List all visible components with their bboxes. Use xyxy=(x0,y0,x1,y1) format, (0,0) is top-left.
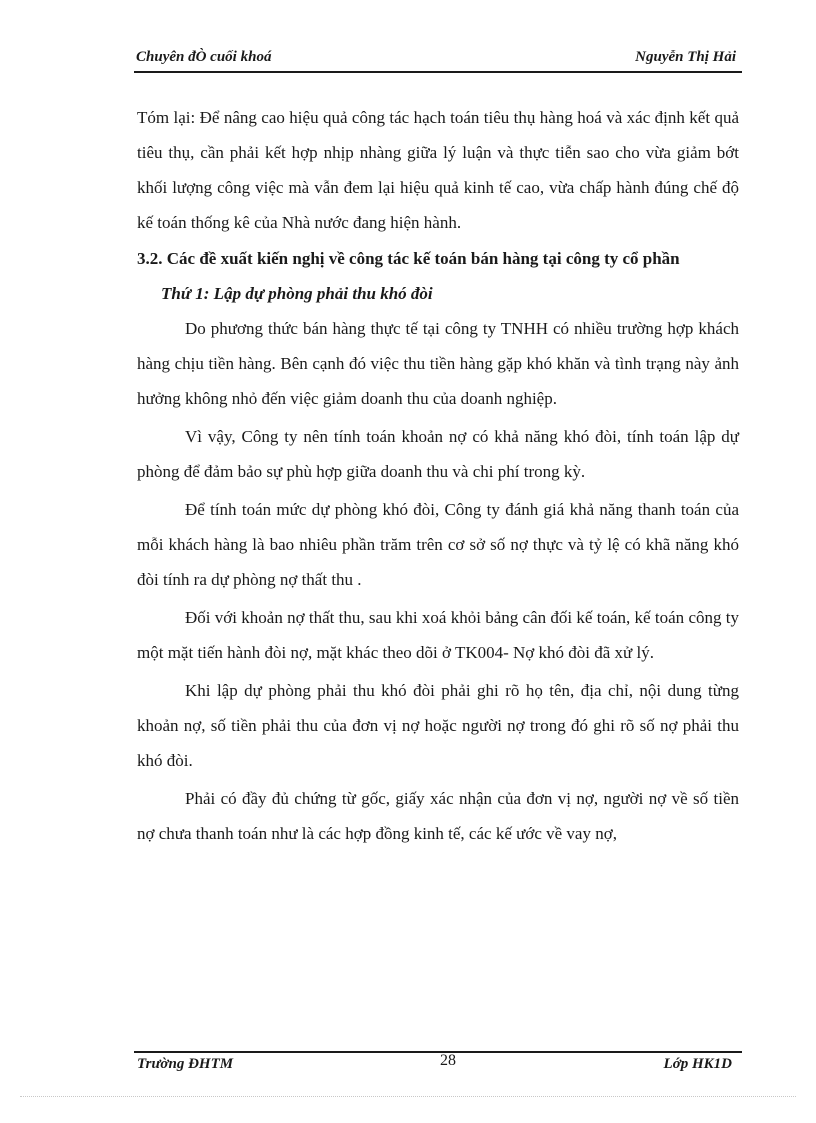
paragraph-sales-method: Do phương thức bán hàng thực tế tại công ty TNHH có nhiều trường hợp khách hàng chịu tiền hàng. Bên cạnh đó việc thu tiền hàng gặp khó khăn và tình trạng này ảnh hưởng không nhỏ đến việc giảm doanh thu của doanh nghiệp. xyxy=(137,319,739,408)
paragraph-summary: Tóm lại: Để nâng cao hiệu quả công tác hạch toán tiêu thụ hàng hoá và xác định kết quả tiêu thụ, cần phải kết hợp nhịp nhàng giữa lý luận và thực tiễn sao cho vừa giảm bớt khối lượng công việc mà vẫn đem lại hiệu quả kinh tế cao, vừa chấp hành đúng chế độ kế toán thống kê của Nhà nước đang hiện hành. xyxy=(137,108,739,232)
footer-school: Trường ĐHTM xyxy=(137,1056,234,1072)
footer-divider xyxy=(134,1051,742,1053)
paragraph-therefore: Vì vậy, Công ty nên tính toán khoản nợ có khả năng khó đòi, tính toán lập dự phòng để đảm bảo sự phù hợp giữa doanh thu và chi phí trong kỳ. xyxy=(137,427,739,481)
section-heading: 3.2. Các đề xuất kiến nghị về công tác kế toán bán hàng tại công ty cổ phần xyxy=(137,249,680,268)
paragraph-provision-details: Khi lập dự phòng phải thu khó đòi phải ghi rõ họ tên, địa chỉ, nội dung từng khoản nợ, số tiền phải thu của đơn vị nợ hoặc người nợ trong đó ghi rõ số nợ phải thu khó đòi. xyxy=(137,681,739,770)
page-number: 28 xyxy=(440,1052,456,1069)
paragraph-documents: Phải có đầy đủ chứng từ gốc, giấy xác nhận của đơn vị nợ, người nợ về số tiền nợ chưa thanh toán như là các hợp đồng kinh tế, các kế ước về vay nợ, xyxy=(137,789,739,843)
page-header xyxy=(136,49,742,71)
paragraph-provision-calc: Để tính toán mức dự phòng khó đòi, Công ty đánh giá khả năng thanh toán của mỗi khách hàng là bao nhiêu phần trăm trên cơ sở số nợ thực và tỷ lệ có khã năng khó đòi tính ra dự phòng nợ thất thu . xyxy=(137,500,739,589)
footer-class: Lớp HK1D xyxy=(663,1056,732,1072)
paragraph-bad-debt: Đối với khoản nợ thất thu, sau khi xoá khỏi bảng cân đối kế toán, kế toán công ty một mặt tiến hành đòi nợ, mặt khác theo dõi ở TK004- Nợ khó đòi đã xử lý. xyxy=(137,608,739,662)
header-title: Chuyên đÒ cuối khoá xyxy=(136,49,272,65)
page-bottom-edge xyxy=(20,1096,796,1097)
header-divider xyxy=(134,71,742,73)
body-content xyxy=(137,100,739,851)
page-footer xyxy=(137,1054,742,1076)
header-author: Nguyễn Thị Hải xyxy=(635,49,736,65)
subsection-heading: Thứ 1: Lập dự phòng phải thu khó đòi xyxy=(161,284,433,303)
